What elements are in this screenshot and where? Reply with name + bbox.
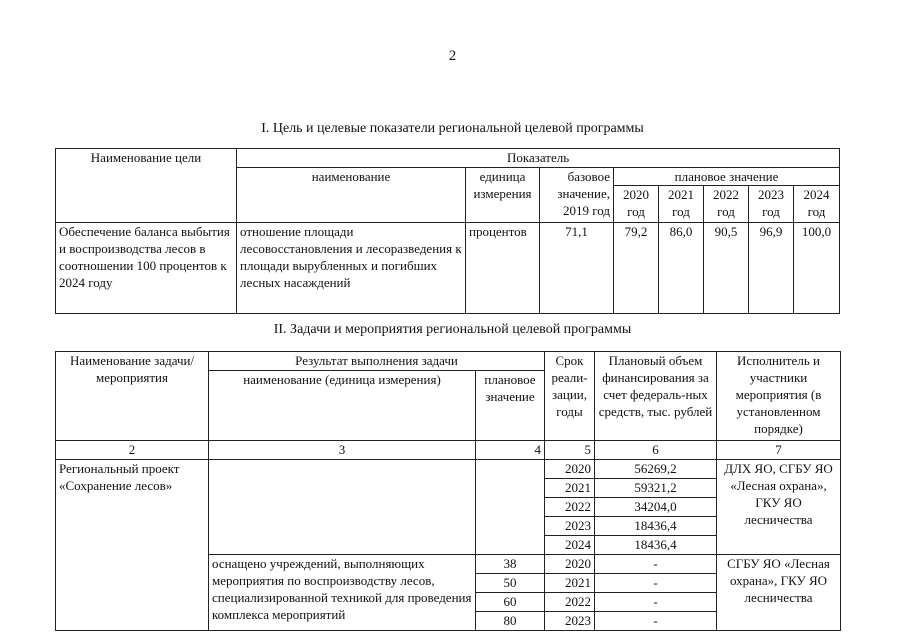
result-year: 2021 bbox=[545, 574, 595, 593]
indicator-name-header: наименование bbox=[237, 168, 466, 223]
result-planned-value: 60 bbox=[476, 593, 545, 612]
planned-value-header: плановое значение bbox=[614, 168, 840, 186]
project-amount: 56269,2 bbox=[595, 460, 717, 479]
year-header: 2024 год bbox=[794, 186, 840, 223]
year-header: 2022 год bbox=[704, 186, 749, 223]
section2-title: II. Задачи и мероприятия региональной целевой программы bbox=[273, 322, 632, 337]
unit-header: единица измерения bbox=[466, 168, 540, 223]
result-amount: - bbox=[595, 593, 717, 612]
page-number: 2 bbox=[448, 48, 457, 64]
result-amount: - bbox=[595, 555, 717, 574]
project-year: 2024 bbox=[545, 536, 595, 555]
year-header: 2021 год bbox=[659, 186, 704, 223]
base-value-header: базовое значение, 2019 год bbox=[540, 168, 614, 223]
column-number: 3 bbox=[209, 441, 476, 460]
result-header: Результат выполнения задачи bbox=[209, 352, 545, 371]
result-name: оснащено учреждений, выполняющих мероприятия по воспроизводству лесов, специализированной техникой для проведения комплекса мероприятий bbox=[209, 555, 476, 631]
planned-value: 100,0 bbox=[794, 223, 840, 314]
project-executor: ДЛХ ЯО, СГБУ ЯО «Лесная охрана», ГКУ ЯО лесничества bbox=[717, 460, 841, 555]
result-planned-value: 50 bbox=[476, 574, 545, 593]
year-header: 2020 год bbox=[614, 186, 659, 223]
goal-header: Наименование цели bbox=[56, 149, 237, 223]
project-amount: 18436,4 bbox=[595, 517, 717, 536]
indicator-name: отношение площади лесовосстановления и лесоразведения к площади вырубленных и погибших лесных насаждений bbox=[237, 223, 466, 314]
section1-title: I. Цель и целевые показатели региональной целевой программы bbox=[261, 121, 644, 136]
project-year: 2022 bbox=[545, 498, 595, 517]
project-planned-empty bbox=[476, 460, 545, 555]
column-number: 2 bbox=[56, 441, 209, 460]
result-year: 2022 bbox=[545, 593, 595, 612]
goals-table bbox=[55, 148, 840, 314]
planned-value: 86,0 bbox=[659, 223, 704, 314]
term-header: Срок реали-зации, годы bbox=[545, 352, 595, 441]
project-amount: 18436,4 bbox=[595, 536, 717, 555]
result-executor: СГБУ ЯО «Лесная охрана», ГКУ ЯО лесничества bbox=[717, 555, 841, 631]
volume-header: Плановый объем финансирования за счет федераль-ных средств, тыс. рублей bbox=[595, 352, 717, 441]
project-result-empty bbox=[209, 460, 476, 555]
result-planned-value: 38 bbox=[476, 555, 545, 574]
result-amount: - bbox=[595, 574, 717, 593]
project-year: 2023 bbox=[545, 517, 595, 536]
result-planned-value: 80 bbox=[476, 612, 545, 631]
column-number: 7 bbox=[717, 441, 841, 460]
task-header: Наименование задачи/мероприятия bbox=[56, 352, 209, 441]
base-value: 71,1 bbox=[540, 223, 614, 314]
result-amount: - bbox=[595, 612, 717, 631]
result-year: 2023 bbox=[545, 612, 595, 631]
project-year: 2021 bbox=[545, 479, 595, 498]
planned-value-header: плановое значение bbox=[476, 371, 545, 441]
planned-value: 79,2 bbox=[614, 223, 659, 314]
project-amount: 34204,0 bbox=[595, 498, 717, 517]
column-number: 5 bbox=[545, 441, 595, 460]
planned-value: 90,5 bbox=[704, 223, 749, 314]
result-name-header: наименование (единица измерения) bbox=[209, 371, 476, 441]
result-year: 2020 bbox=[545, 555, 595, 574]
column-number: 4 bbox=[476, 441, 545, 460]
project-name: Региональный проект «Сохранение лесов» bbox=[56, 460, 209, 631]
project-amount: 59321,2 bbox=[595, 479, 717, 498]
year-header: 2023 год bbox=[749, 186, 794, 223]
tasks-table bbox=[55, 351, 841, 631]
indicator-unit: процентов bbox=[466, 223, 540, 314]
project-year: 2020 bbox=[545, 460, 595, 479]
indicator-header: Показатель bbox=[237, 149, 840, 168]
column-number: 6 bbox=[595, 441, 717, 460]
planned-value: 96,9 bbox=[749, 223, 794, 314]
executor-header: Исполнитель и участники мероприятия (в установленном порядке) bbox=[717, 352, 841, 441]
goal-text: Обеспечение баланса выбытия и воспроизводства лесов в соотношении 100 процентов к 2024 году bbox=[56, 223, 237, 314]
